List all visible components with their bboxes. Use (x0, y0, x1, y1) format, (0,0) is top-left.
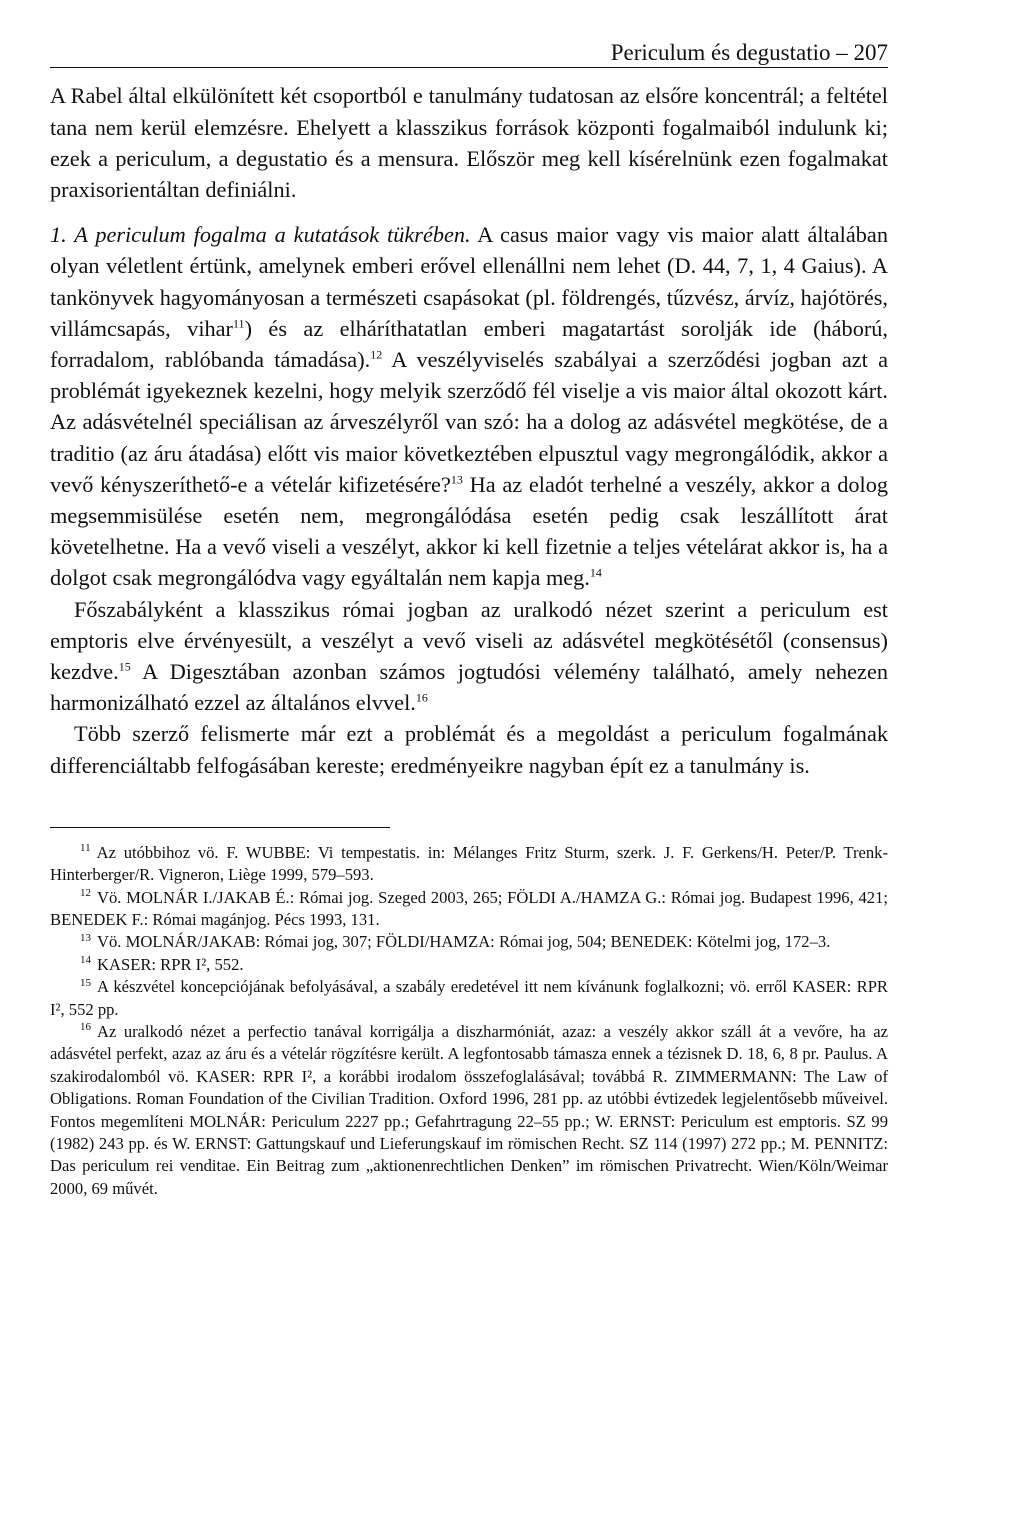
footnote-text: Vö. MOLNÁR/JAKAB: Római jog, 307; FÖLDI/HAMZA: Római jog, 504; BENEDEK: Kötelmi jog, 172–3. (97, 932, 831, 952)
paragraph-text: A casus maior vagy vis maior alatt általában olyan véletlent értünk, amelynek emberi erővel ellenállni nem lehet (D. 44, 7, 1, 4 Gaius). A tankönyvek hagyományosan a természeti csapásokat (pl. földrengés, tűzvész, árvíz, hajótörés, villámcsapás, vihar (50, 222, 888, 341)
main-text (50, 80, 888, 780)
footnote-number: 12 (80, 887, 91, 900)
paragraph-text: A Digesztában azonban számos jogtudósi vélemény található, amely nehezen harmonizálható ezzel az általános elvvel. (50, 658, 888, 716)
footnote-ref-13[interactable]: 13 (450, 472, 463, 487)
running-head: Periculum és degustatio – 207 (50, 40, 888, 68)
footnote-ref-15[interactable]: 15 (118, 659, 131, 674)
footnote-number: 16 (80, 1021, 91, 1034)
footnote-divider (50, 827, 390, 828)
footnote-12 (50, 887, 888, 932)
footnote-number: 11 (80, 842, 91, 855)
footnote-ref-16[interactable]: 16 (415, 690, 428, 705)
footnote-ref-14[interactable]: 14 (589, 565, 602, 580)
footnote-11 (50, 842, 888, 887)
footnote-text: Az uralkodó nézet a perfectio tanával korrigálja a diszharmóniát, azaz: a veszély akkor száll át a vevőre, ha az adásvétel perfekt, azaz az áru és a vételár rögzítésre került. A legfontosabb támasza ennek a tézisnek D. 18, 6, 8 pr. Paulus. A szakirodalomból vö. KASER: RPR I², a korábbi irodalom összefoglalásával; továbbá R. ZIMMERMANN: The Law of Obligations. Roman Foundation of the Civilian Tradition. Oxford 1996, 281 pp. az utóbbi évtizedek legjelentősebb műveivel. Fontos megemlíteni MOLNÁR: Periculum 2227 pp.; Gefahrtragung 22–55 pp.; W. ERNST: Periculum est emptoris. SZ 99 (1982) 243 pp. és W. ERNST: Gattungskauf und Lieferungskauf im römischen Recht. SZ 114 (1997) 272 pp.; M. PENNITZ: Das periculum rei venditae. Ein Beitrag zum „aktionenrechtlichen Denken” im römischen Privatrecht. Wien/Köln/Weimar 2000, 69 művét. (50, 1022, 888, 1198)
paragraph-main-rule (50, 594, 888, 719)
footnote-ref-11[interactable]: 11 (233, 316, 245, 331)
paragraph-text: ) és az elháríthatatlan emberi magatartást sorolják ide (háború, forradalom, rablóbanda támadása). (50, 315, 888, 372)
paragraph-periculum (50, 219, 888, 593)
paragraph-authors: Több szerző felismerte már ezt a problémát és a megoldást a periculum fogalmának differenciáltabb felfogásában kereste; eredményeikre nagyban épít ez a tanulmány is. (50, 721, 888, 778)
footnote-text: A készvétel koncepciójának befolyásával, a szabály eredetével itt nem kívánunk foglalkozni; vö. erről KASER: RPR I², 552 pp. (50, 977, 888, 1019)
footnote-text: KASER: RPR I², 552. (97, 954, 244, 974)
paragraph-text: Főszabályként a klasszikus római jogban az uralkodó nézet szerint a periculum est emptoris elve érvényesült, a veszélyt a vevő viseli az adásvétel megkötésétől (consensus) kezdve. (50, 596, 888, 684)
footnote-13 (50, 931, 888, 953)
footnote-number: 13 (80, 931, 91, 944)
footnote-16 (50, 1021, 888, 1200)
footnote-number: 14 (80, 954, 91, 967)
paragraph-text: A veszélyviselés szabályai a szerződési jogban azt a problémát igyekeznek kezelni, hogy melyik szerződő fél viselje a vis maior által okozott kárt. Az adásvételnél speciálisan az árveszélyről van szó: ha a dolog az adásvétel megkötése, de a traditio (az áru átadása) előtt vis maior következtében elpusztul vagy megrongálódik, akkor a vevő kényszeríthető-e a vételár kifizetésére? (50, 346, 888, 497)
footnote-14 (50, 954, 888, 976)
footnote-15 (50, 976, 888, 1021)
paragraph-intro: A Rabel által elkülönített két csoportból e tanulmány tudatosan az elsőre koncentrál; a feltétel tana nem kerül elemzésre. Ehelyett a klasszikus források központi fogalmaiból indulunk ki; ezek a periculum, a degustatio és a mensura. Először meg kell kísérelnünk ezen fogalmakat praxisorientáltan definiálni. (50, 83, 888, 202)
footnote-number: 15 (80, 976, 91, 989)
paragraph-text: Ha az eladót terhelné a veszély, akkor a dolog megsemmisülése esetén nem, megrongálódása esetén pedig csak leszállított árat követelhetne. Ha a vevő viseli a veszélyt, akkor ki kell fizetnie a teljes vételárat akkor is, ha a dolgot csak megrongálódva vagy egyáltalán nem kapja meg. (50, 471, 888, 591)
footnote-text: Vö. MOLNÁR I./JAKAB É.: Római jog. Szeged 2003, 265; FÖLDI A./HAMZA G.: Római jog. Budapest 1996, 421; BENEDEK F.: Római magánjog. Pécs 1993, 131. (50, 887, 888, 929)
footnotes-section (50, 842, 888, 1201)
footnote-ref-12[interactable]: 12 (370, 347, 383, 362)
section-heading: 1. A periculum fogalma a kutatások tükrében. (50, 222, 471, 248)
book-page (50, 40, 888, 1200)
footnote-text: Az utóbbihoz vö. F. WUBBE: Vi tempestatis. in: Mélanges Fritz Sturm, szerk. J. F. Gerkens/H. Peter/P. Trenk-Hinterberger/R. Vigneron, Liège 1999, 579–593. (50, 842, 888, 885)
